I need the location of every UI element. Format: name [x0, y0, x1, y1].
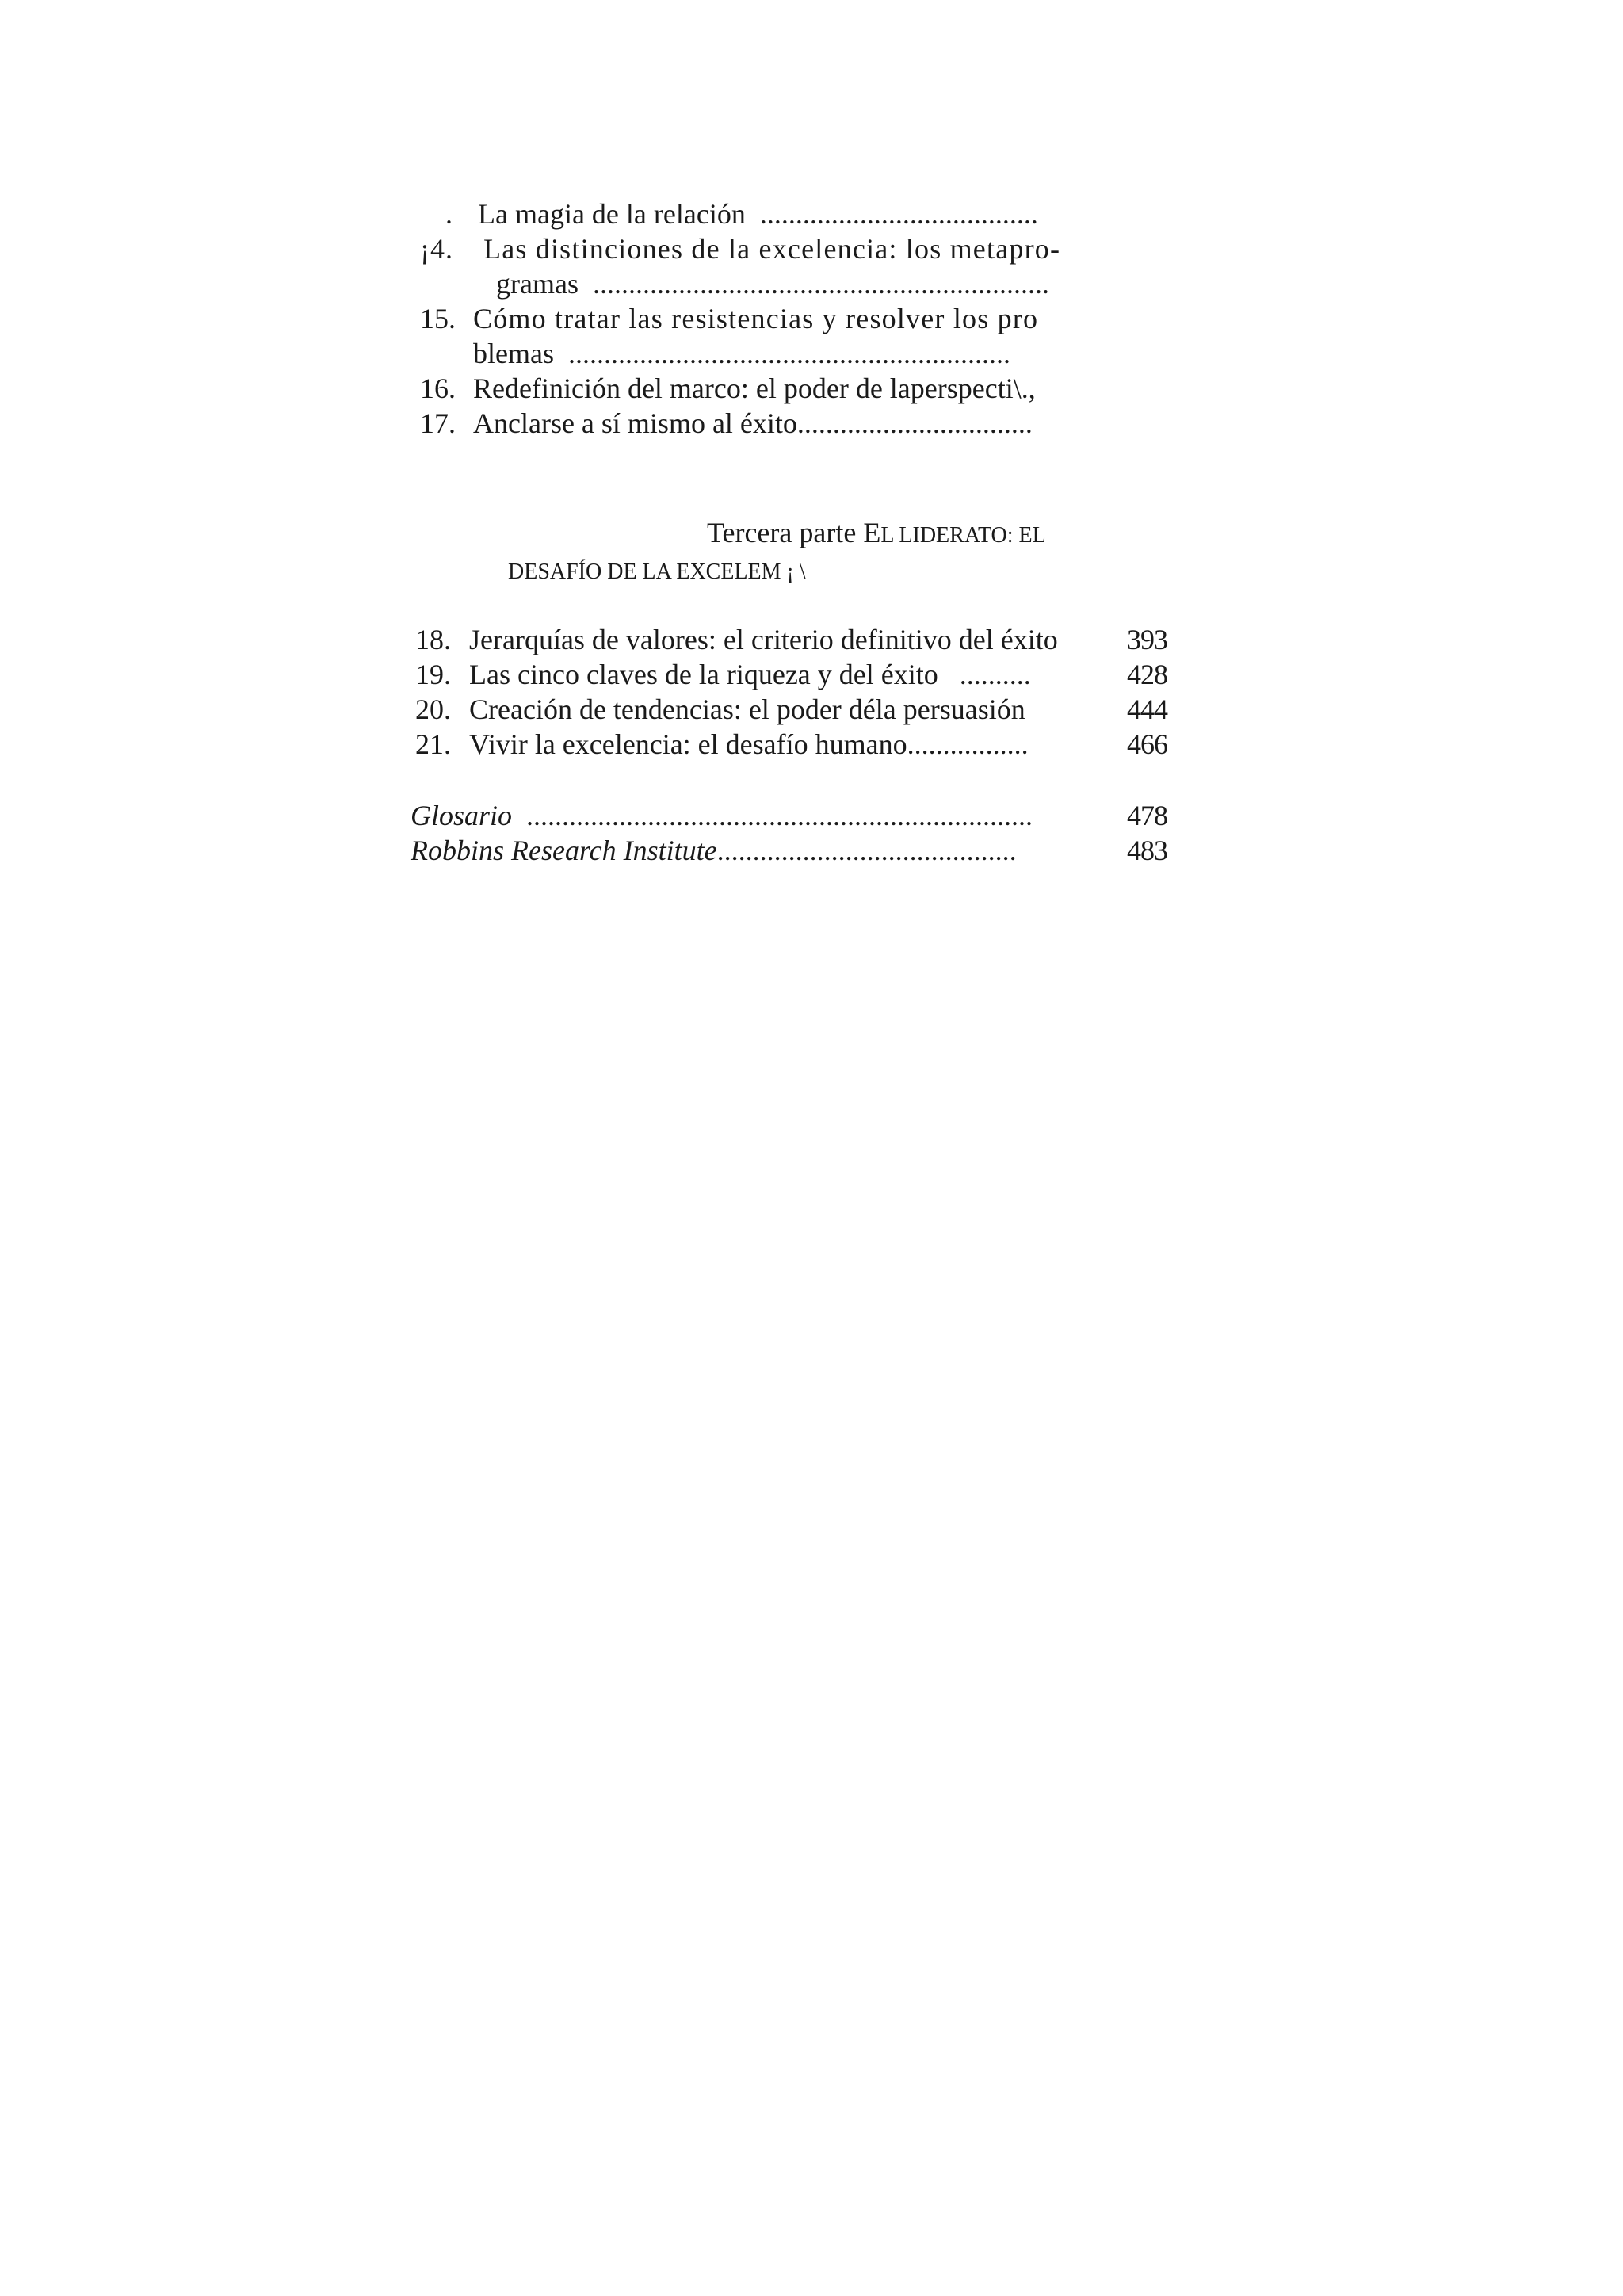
- toc-entry-title-text: Glosario: [411, 800, 513, 831]
- toc-entry-leader: .......................................................................: [526, 800, 1033, 831]
- toc-entry-title-continuation: [473, 336, 1010, 371]
- toc-entry-title: [469, 727, 1029, 762]
- toc-entry-number: .: [445, 198, 453, 230]
- toc-entry-leader: ................................................................: [592, 268, 1049, 300]
- part-heading-line1: [707, 515, 1046, 553]
- toc-entry-page: 466: [1127, 728, 1167, 760]
- toc-entry-title: Creación de tendencias: el poder déla persuasión: [469, 693, 1025, 725]
- toc-entry-number: 19.: [415, 659, 451, 690]
- toc-entry-title: [473, 406, 1033, 441]
- part-title-rest: L LIDERATO: EL: [880, 523, 1046, 548]
- part-title-initial: E: [863, 517, 881, 548]
- toc-entry-leader: ..........................................: [716, 835, 1017, 866]
- part-heading-line2: DESAFÍO DE LA EXCELEM ¡ \: [508, 560, 806, 584]
- toc-entry-number: 17.: [420, 407, 456, 439]
- toc-entry-number: 20.: [415, 693, 451, 725]
- toc-entry-title: Las distinciones de la excelencia: los metapro-: [483, 233, 1061, 265]
- toc-entry-title-text: Robbins Research Institute: [411, 835, 717, 866]
- toc-entry-leader: .................................: [796, 407, 1033, 439]
- toc-entry-title: [478, 197, 1038, 231]
- toc-entry-title-text: Las cinco claves de la riqueza y del éxito: [469, 659, 938, 690]
- toc-entry-leader: ..........: [959, 659, 1031, 690]
- toc-entry-title: [411, 798, 1033, 833]
- part-label: Tercera parte: [707, 517, 857, 548]
- toc-entry-leader: .......................................: [759, 198, 1038, 230]
- toc-entry-title-continuation: [496, 266, 1049, 301]
- toc-entry-title-text: Anclarse a sí mismo al éxito: [473, 407, 797, 439]
- toc-entry-page: 393: [1127, 624, 1167, 655]
- toc-entry-number: 15.: [420, 303, 456, 334]
- toc-entry-cont-text: gramas: [496, 268, 579, 300]
- toc-entry-number: 21.: [415, 728, 451, 760]
- toc-entry-number: 16.: [420, 372, 456, 404]
- toc-entry-title: Cómo tratar las resistencias y resolver los pro: [473, 303, 1039, 334]
- toc-entry-page: 483: [1127, 835, 1167, 866]
- toc-entry-title-text: Vivir la excelencia: el desafío humano: [469, 728, 907, 760]
- toc-entry-title: [411, 833, 1017, 868]
- toc-entry-title: Jerarquías de valores: el criterio definitivo del éxito: [469, 624, 1058, 655]
- toc-entry-cont-text: blemas: [473, 338, 554, 369]
- toc-entry-title: Redefinición del marco: el poder de laperspecti\.,: [473, 372, 1036, 404]
- toc-entry-page: 444: [1127, 693, 1167, 725]
- toc-entry-number: 18.: [415, 624, 451, 655]
- toc-entry-leader: ..............................................................: [567, 338, 1010, 369]
- toc-entry-page: 428: [1127, 659, 1167, 690]
- toc-entry-leader: .................: [907, 728, 1029, 760]
- toc-entry-number: ¡4.: [420, 233, 453, 265]
- toc-entry-title: [469, 657, 1031, 692]
- toc-entry-title-text: La magia de la relación: [478, 198, 746, 230]
- toc-entry-page: 478: [1127, 800, 1167, 831]
